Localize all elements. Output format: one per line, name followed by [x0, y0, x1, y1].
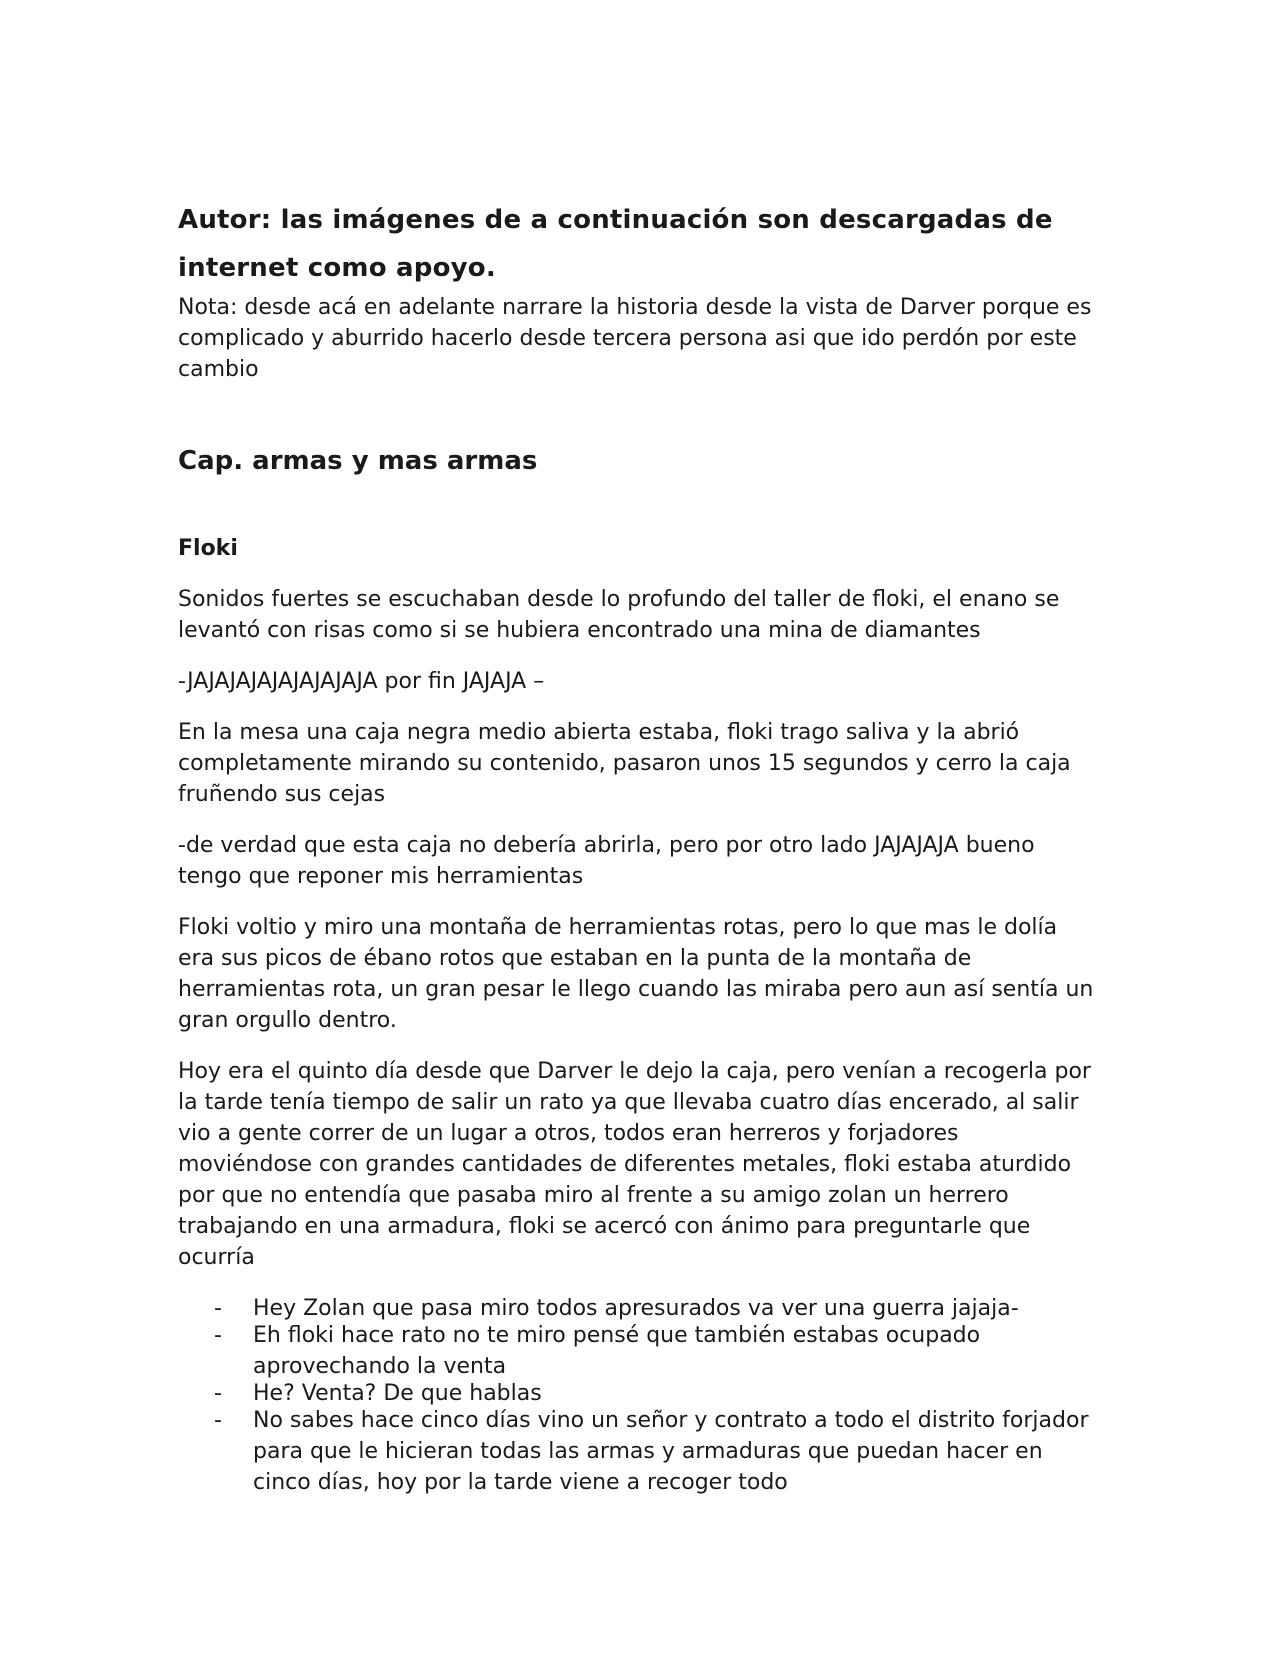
- dialog-text: He? Venta? De que hablas: [253, 1381, 542, 1406]
- dialog-dash: -: [214, 1381, 222, 1406]
- paragraph: Floki voltio y miro una montaña de herramientas rotas, pero lo que mas le dolía era sus picos de ébano rotos que estaban en la punta de la montaña de herramientas rota, un gran pesar le llego cuando las miraba pero aun así sentía un gran orgullo dentro.: [178, 915, 1094, 1033]
- dialog-text: Hey Zolan que pasa miro todos apresurados va ver una guerra jajaja-: [253, 1296, 1019, 1321]
- dialog-dash: -: [214, 1323, 222, 1348]
- chapter-title: Cap. armas y mas armas: [178, 446, 538, 476]
- dialog-text: Eh floki hace rato no te miro pensé que también estabas ocupado aprovechando la venta: [253, 1323, 981, 1379]
- dialog-list: [178, 1293, 1098, 1498]
- dialog-item: [178, 1320, 1098, 1382]
- dialog-dash: -: [214, 1408, 222, 1433]
- paragraph: En la mesa una caja negra medio abierta estaba, floki trago saliva y la abrió completamente mirando su contenido, pasaron unos 15 segundos y cerro la caja fruñendo sus cejas: [178, 720, 1071, 807]
- paragraph: -de verdad que esta caja no debería abrirla, pero por otro lado JAJAJAJA bueno tengo que reponer mis herramientas: [178, 833, 1035, 889]
- author-heading: Autor: las imágenes de a continuación son descargadas de internet como apoyo.: [178, 205, 1053, 283]
- dialog-text: No sabes hace cinco días vino un señor y contrato a todo el distrito forjador para que le hicieran todas las armas y armaduras que puedan hacer en cinco días, hoy por la tarde viene a recoger todo: [253, 1408, 1089, 1495]
- paragraph: Hoy era el quinto día desde que Darver le dejo la caja, pero venían a recogerla por la tarde tenía tiempo de salir un rato ya que llevaba cuatro días encerado, al salir vio a gente correr de un lugar a otros, todos eran herreros y forjadores moviéndose con grandes cantidades de diferentes metales, floki estaba aturdido por que no entendía que pasaba miro al frente a su amigo zolan un herrero trabajando en una armadura, floki se acercó con ánimo para preguntarle que ocurría: [178, 1059, 1091, 1270]
- paragraph: -JAJAJAJAJAJAJAJAJA por fin JAJAJA –: [178, 669, 545, 694]
- section-title: Floki: [178, 536, 238, 561]
- dialog-item: [178, 1405, 1098, 1498]
- dialog-dash: -: [214, 1296, 222, 1321]
- paragraph: Sonidos fuertes se escuchaban desde lo profundo del taller de floki, el enano se levantó con risas como si se hubiera encontrado una mina de diamantes: [178, 587, 1060, 643]
- author-note: Nota: desde acá en adelante narrare la historia desde la vista de Darver porque es complicado y aburrido hacerlo desde tercera persona asi que ido perdón por este cambio: [178, 295, 1092, 382]
- document-page: [178, 196, 1098, 1494]
